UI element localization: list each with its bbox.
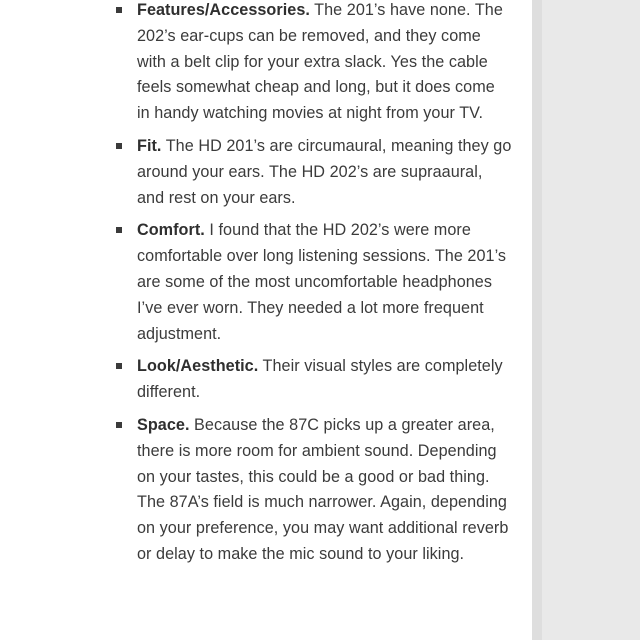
item-text: The HD 201’s are circumaural, meaning they go around your ears. The HD 202’s are supraaural, and rest on your ears. — [137, 136, 512, 207]
item-term: Fit. — [137, 136, 162, 155]
list-item — [116, 134, 512, 211]
list-item — [116, 413, 512, 568]
square-bullet-icon — [116, 363, 122, 369]
item-term: Features/Accessories. — [137, 1, 310, 19]
item-text: I found that the HD 202’s were more comfortable over long listening sessions. The 201’s are some of the most uncomfortable headphones I’ve ever worn. They needed a lot more frequent adjustment. — [137, 221, 507, 343]
item-term: Comfort. — [137, 221, 205, 240]
right-sidebar-rail — [532, 0, 640, 640]
item-term: Space. — [137, 415, 190, 434]
feature-list — [116, 0, 512, 568]
item-text: Because the 87C picks up a greater area, there is more room for ambient sound. Depending on your tastes, this could be a good or bad thing. The 87A’s field is much narrower. Again, depending on your preference, you may want additional reverb or delay to make the mic sound to your liking. — [137, 415, 509, 563]
list-item — [116, 0, 512, 127]
article-body — [116, 0, 512, 575]
list-item — [116, 218, 512, 347]
square-bullet-icon — [116, 143, 122, 149]
list-item — [116, 354, 512, 406]
square-bullet-icon — [116, 227, 122, 233]
item-term: Look/Aesthetic. — [137, 357, 259, 376]
item-text: Their visual styles are completely different. — [137, 357, 503, 402]
square-bullet-icon — [116, 422, 122, 428]
square-bullet-icon — [116, 7, 122, 13]
item-text: The 201’s have none. The 202’s ear-cups can be removed, and they come with a belt clip for your extra slack. Yes the cable feels somewhat cheap and long, but it does come in handy watching movies at night from your TV. — [137, 1, 503, 123]
